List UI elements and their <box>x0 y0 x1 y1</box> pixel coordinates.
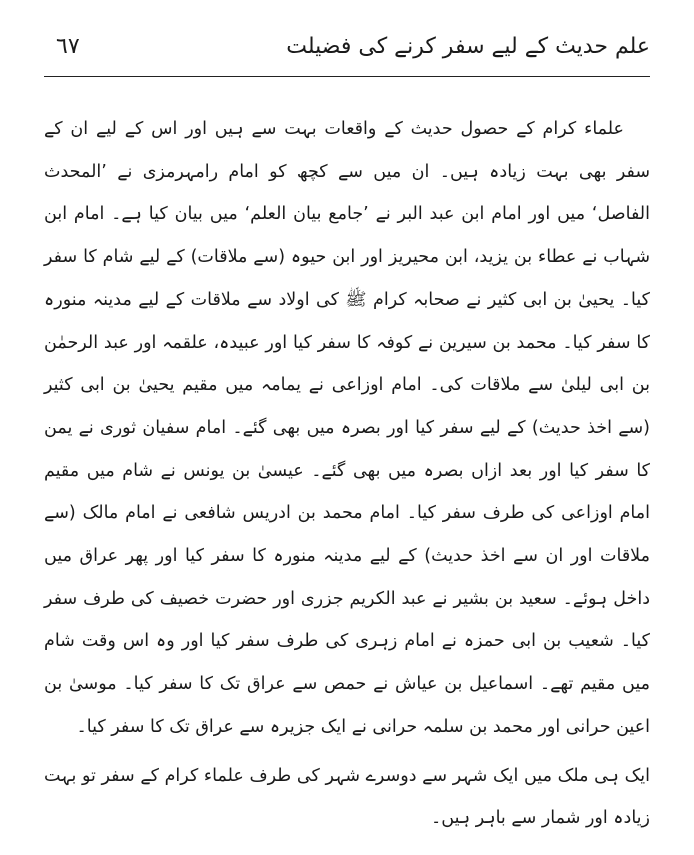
page-number: ٦٧ <box>56 34 80 59</box>
page-header <box>44 30 650 70</box>
header-rule <box>44 76 650 77</box>
paragraph: علماء کرام کے حصول حدیث کے واقعات بہت سے ہیں اور اس کے لیے ان کے سفر بھی بہت زیادہ ہیں۔ ان میں سے کچھ کو امام رامہرمزی نے ’المحدث الفاصل‘ میں اور امام ابن عبد البر نے ’جامع بیان العلم‘ میں بیان کیا ہے۔ امام ابن شہاب نے عطاء بن یزید، ابن محیریز اور ابن حیوہ (سے ملاقات) کے لیے شام کا سفر کیا۔ یحییٰ بن ابی کثیر نے صحابہ کرام ﷺ کی اولاد سے ملاقات کے لیے مدینہ منورہ کا سفر کیا۔ محمد بن سیرین نے کوفہ کا سفر کیا اور عبیدہ، علقمہ اور عبد الرحمٰن بن ابی لیلیٰ سے ملاقات کی۔ امام اوزاعی نے یمامہ میں مقیم یحییٰ بن ابی کثیر (سے اخذ حدیث) کے لیے سفر کیا اور بصرہ میں بھی گئے۔ امام سفیان ثوری نے یمن کا سفر کیا اور بعد ازاں بصرہ میں بھی گئے۔ عیسیٰ بن یونس نے شام میں مقیم امام اوزاعی کی طرف سفر کیا۔ امام محمد بن ادریس شافعی نے امام مالک (سے ملاقات اور ان سے اخذ حدیث) کے لیے مدینہ منورہ کا سفر کیا اور پھر عراق میں داخل ہوئے۔ سعید بن بشیر نے عبد الکریم جزری اور حضرت خصیف کی طرف سفر کیا۔ شعیب بن ابی حمزہ نے امام زہری کی طرف سفر کیا اور وہ اس وقت شام میں مقیم تھے۔ اسماعیل بن عیاش نے حمص سے عراق تک کا سفر کیا۔ موسیٰ بن اعین حرانی اور محمد بن سلمہ حرانی نے ایک جزیرہ سے عراق تک کا سفر کیا۔ <box>44 119 650 737</box>
paragraph: ایک ہی ملک میں ایک شہر سے دوسرے شہر کی طرف علماء کرام کے سفر تو بہت زیادہ اور شمار سے باہر ہیں۔ <box>44 765 650 829</box>
body-text <box>44 108 650 840</box>
running-title: علم حدیث کے لیے سفر کرنے کی فضیلت <box>286 34 650 59</box>
